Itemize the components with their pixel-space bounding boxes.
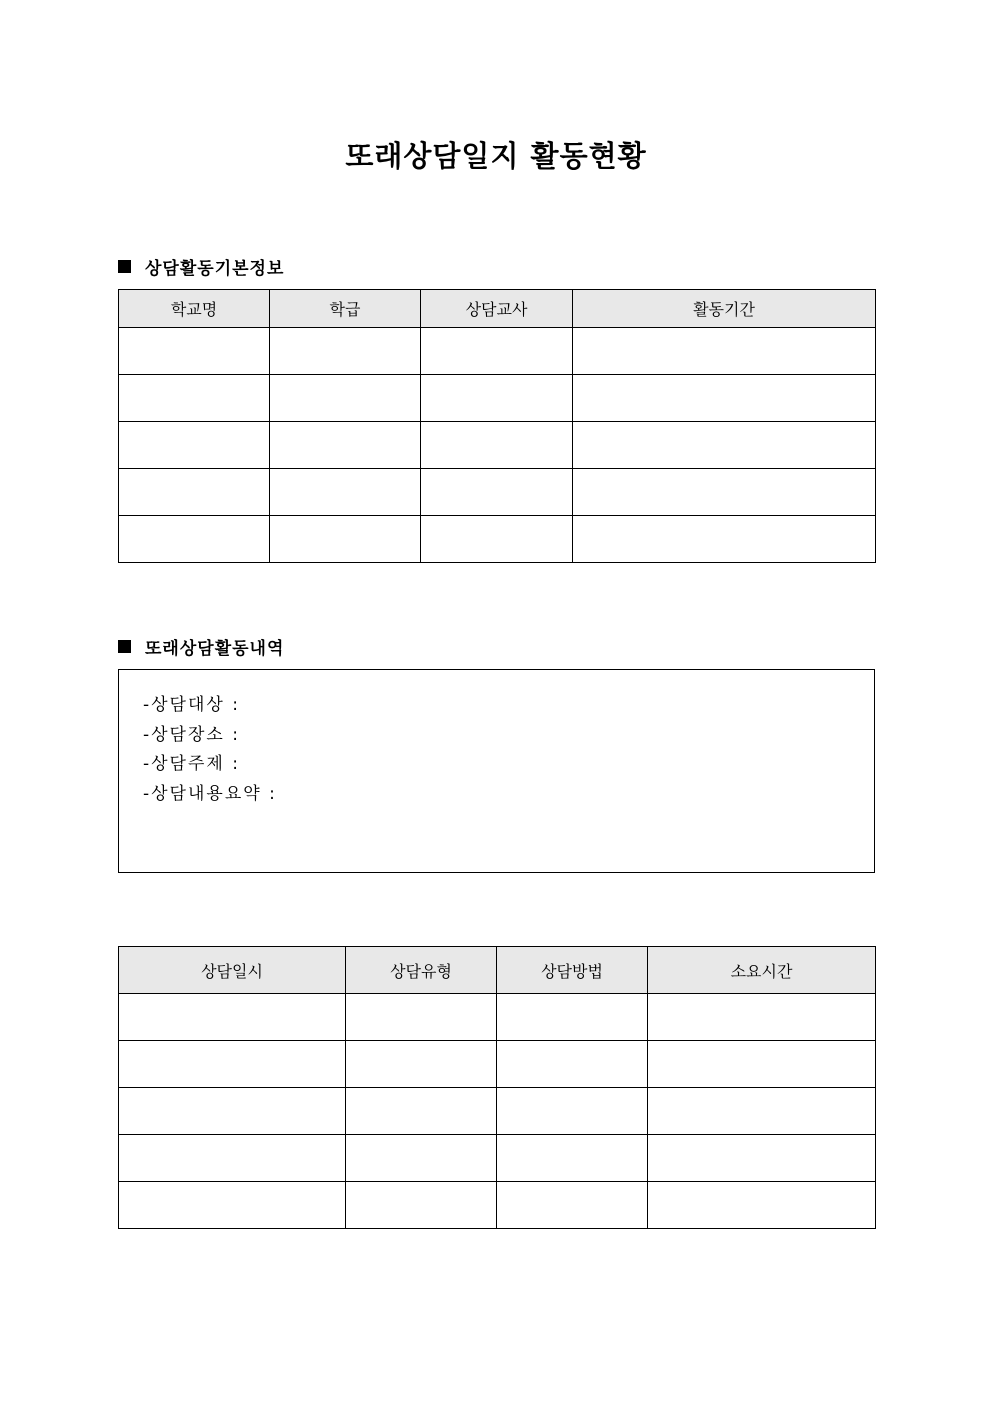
column-header-counselor-teacher: 상담교사 xyxy=(421,290,573,328)
counseling-place-line: -상담장소 : xyxy=(143,725,240,745)
table-cell[interactable] xyxy=(119,516,270,563)
table-cell[interactable] xyxy=(497,1041,648,1088)
table-cell[interactable] xyxy=(119,1088,346,1135)
column-header-class: 학급 xyxy=(270,290,421,328)
table-cell[interactable] xyxy=(119,1135,346,1182)
table-row xyxy=(119,1135,876,1182)
table-header-row xyxy=(119,947,876,994)
table-header-row xyxy=(119,290,876,328)
section-heading-label: 상담활동기본정보 xyxy=(145,259,285,279)
table-cell[interactable] xyxy=(346,1135,497,1182)
table-cell[interactable] xyxy=(573,422,876,469)
table-row xyxy=(119,1182,876,1229)
table-cell[interactable] xyxy=(119,422,270,469)
column-header-activity-period: 활동기간 xyxy=(573,290,876,328)
table-cell[interactable] xyxy=(421,375,573,422)
table-cell[interactable] xyxy=(346,994,497,1041)
column-header-duration: 소요시간 xyxy=(648,947,876,994)
page-title: 또래상담일지 활동현황 xyxy=(345,139,647,173)
table-cell[interactable] xyxy=(119,375,270,422)
table-row xyxy=(119,469,876,516)
column-header-counseling-datetime: 상담일시 xyxy=(119,947,346,994)
table-row xyxy=(119,422,876,469)
column-header-school-name: 학교명 xyxy=(119,290,270,328)
column-header-counseling-type: 상담유형 xyxy=(346,947,497,994)
table-cell[interactable] xyxy=(573,328,876,375)
table-cell[interactable] xyxy=(573,469,876,516)
table-cell[interactable] xyxy=(270,328,421,375)
table-cell[interactable] xyxy=(648,994,876,1041)
table-cell[interactable] xyxy=(346,1041,497,1088)
table-cell[interactable] xyxy=(270,422,421,469)
counseling-topic-line: -상담주제 : xyxy=(143,754,240,774)
table-row xyxy=(119,994,876,1041)
table-cell[interactable] xyxy=(270,469,421,516)
section-heading-activity-details xyxy=(118,634,284,659)
table-cell[interactable] xyxy=(421,422,573,469)
table-cell[interactable] xyxy=(270,516,421,563)
counseling-target-line: -상담대상 : xyxy=(143,695,240,715)
table-cell[interactable] xyxy=(346,1088,497,1135)
table-cell[interactable] xyxy=(119,1182,346,1229)
square-bullet-icon xyxy=(118,640,131,653)
counseling-log-table xyxy=(118,946,876,1229)
table-cell[interactable] xyxy=(648,1088,876,1135)
table-cell[interactable] xyxy=(421,516,573,563)
table-cell[interactable] xyxy=(573,375,876,422)
table-cell[interactable] xyxy=(497,1088,648,1135)
table-cell[interactable] xyxy=(573,516,876,563)
basic-info-table xyxy=(118,289,876,563)
square-bullet-icon xyxy=(118,260,131,273)
table-row xyxy=(119,516,876,563)
table-cell[interactable] xyxy=(119,469,270,516)
table-row xyxy=(119,1088,876,1135)
counseling-summary-line: -상담내용요약 : xyxy=(143,784,277,804)
table-row xyxy=(119,1041,876,1088)
table-cell[interactable] xyxy=(421,328,573,375)
table-cell[interactable] xyxy=(497,994,648,1041)
column-header-counseling-method: 상담방법 xyxy=(497,947,648,994)
table-cell[interactable] xyxy=(119,328,270,375)
activity-details-box[interactable] xyxy=(118,669,875,873)
table-cell[interactable] xyxy=(346,1182,497,1229)
table-cell[interactable] xyxy=(497,1135,648,1182)
section-heading-basic-info xyxy=(118,254,284,279)
table-cell[interactable] xyxy=(421,469,573,516)
table-cell[interactable] xyxy=(648,1135,876,1182)
table-cell[interactable] xyxy=(119,994,346,1041)
table-cell[interactable] xyxy=(648,1041,876,1088)
table-cell[interactable] xyxy=(270,375,421,422)
table-row xyxy=(119,328,876,375)
section-heading-label: 또래상담활동내역 xyxy=(145,639,285,659)
table-cell[interactable] xyxy=(648,1182,876,1229)
table-row xyxy=(119,375,876,422)
table-cell[interactable] xyxy=(119,1041,346,1088)
table-cell[interactable] xyxy=(497,1182,648,1229)
